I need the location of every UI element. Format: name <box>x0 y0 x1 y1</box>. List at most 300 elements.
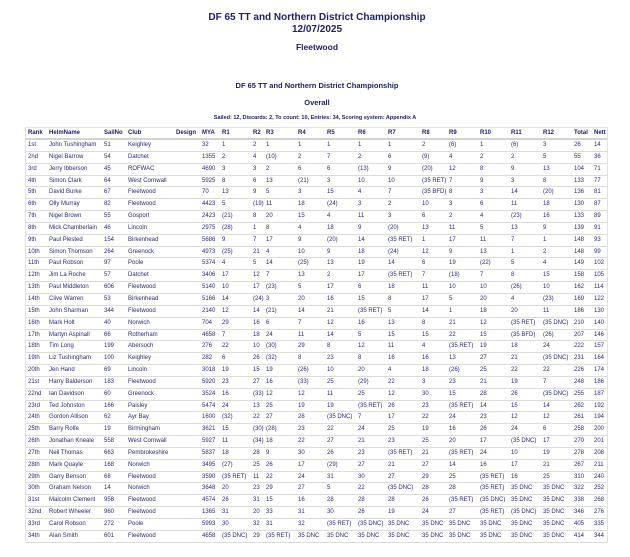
cell-r11: 1 <box>511 248 515 255</box>
cell-r4: 20 <box>298 295 305 302</box>
cell-r10: 10 <box>480 284 487 291</box>
cell-nett: 187 <box>594 390 605 397</box>
cell-sail-no: 272 <box>104 521 115 527</box>
cell-nett: 105 <box>594 272 605 279</box>
cell-mya: 3406 <box>202 272 216 279</box>
cell-r3: 25 <box>266 402 273 409</box>
cell-rank: 18th <box>28 343 40 350</box>
cell-r10: 4 <box>480 213 484 220</box>
cell-club: Pembrokeshire <box>128 449 169 456</box>
cell-design <box>174 353 200 364</box>
cell-r10: 16 <box>480 461 487 468</box>
cell-mya: 5166 <box>202 295 216 302</box>
event-date: 12/07/2025 <box>291 24 343 35</box>
cell-r1: 24 <box>222 402 229 409</box>
cell-r12: 35 DNC <box>543 497 565 504</box>
cell-r4: 22 <box>298 438 305 445</box>
cell-nett: 240 <box>594 473 605 480</box>
cell-r12: (35 DNC) <box>543 319 569 326</box>
cell-sail-no: 100 <box>104 355 115 362</box>
cell-r8: 24 <box>422 509 429 516</box>
cell-r1: 5 <box>222 201 226 208</box>
cell-mya: 5140 <box>202 284 216 291</box>
column-header-r7: R7 <box>388 130 396 136</box>
cell-r10: 26 <box>480 426 487 433</box>
cell-helm-name: Simon Clark <box>49 177 82 184</box>
cell-r12: 16 <box>543 213 550 220</box>
cell-total: 149 <box>574 260 585 267</box>
cell-r10: 27 <box>480 355 487 362</box>
column-header-nett: Nett <box>594 130 606 136</box>
cell-rank: 25th <box>28 426 40 433</box>
table-body <box>26 140 607 543</box>
cell-r12: 21 <box>543 461 550 468</box>
cell-r4: 6 <box>298 165 302 172</box>
cell-club: Birkenhead <box>128 295 159 302</box>
cell-r10: 15 <box>480 331 487 338</box>
cell-r7: 4 <box>388 367 392 374</box>
table-row <box>26 235 607 247</box>
cell-r7: 3 <box>388 213 392 220</box>
cell-r12: 15 <box>543 272 550 279</box>
cell-r7: (35 DNC) <box>388 485 414 492</box>
cell-r10: 2 <box>480 153 484 160</box>
cell-sail-no: 168 <box>104 461 115 468</box>
cell-r2: (33) <box>253 390 264 397</box>
cell-r9: (35 RET) <box>449 497 474 504</box>
cell-r5: 12 <box>327 319 334 326</box>
cell-total: 226 <box>574 367 585 374</box>
cell-r2: 9 <box>253 189 257 196</box>
cell-total: 338 <box>574 497 585 504</box>
cell-mya: 3018 <box>202 367 216 374</box>
cell-r8: 30 <box>422 390 429 397</box>
cell-rank: 32nd <box>28 509 42 516</box>
cell-total: 158 <box>574 272 585 279</box>
cell-r6: 17 <box>358 272 365 279</box>
cell-design <box>174 448 200 459</box>
cell-r9: 20 <box>449 438 456 445</box>
cell-r8: (35 RET) <box>422 177 447 184</box>
cell-helm-name: Ian Davidson <box>49 390 85 397</box>
cell-r5: 11 <box>327 390 334 397</box>
cell-r3: 6 <box>266 319 270 326</box>
cell-r3: 17 <box>266 236 273 243</box>
cell-r10: 24 <box>480 449 487 456</box>
cell-design <box>174 270 200 281</box>
cell-r12: (23) <box>543 295 554 302</box>
cell-r8: 28 <box>422 485 429 492</box>
cell-r12: 35 DNC <box>543 485 565 492</box>
cell-design <box>174 164 200 175</box>
cell-club: Fleetwood <box>128 473 156 480</box>
cell-r2: 8 <box>253 213 257 220</box>
cell-mya: 5993 <box>202 521 216 527</box>
cell-sail-no: 62 <box>104 414 111 421</box>
cell-r11: 4 <box>511 295 515 302</box>
cell-r12: (35 DNC) <box>543 390 569 397</box>
cell-r7: 22 <box>388 378 395 385</box>
cell-r2: 23 <box>253 485 260 492</box>
cell-sail-no: 54 <box>104 153 111 160</box>
column-header-r5: R5 <box>327 130 335 136</box>
cell-r4: 31 <box>298 509 305 516</box>
cell-r11: 12 <box>511 414 518 421</box>
cell-r3: 11 <box>266 201 273 208</box>
cell-rank: 2nd <box>28 153 39 160</box>
cell-mya: 5837 <box>202 449 216 456</box>
cell-r7: 21 <box>388 461 395 468</box>
cell-total: 222 <box>574 343 585 350</box>
cell-r11: 13 <box>511 224 518 231</box>
cell-r5: 26 <box>327 449 334 456</box>
cell-r10: 1 <box>480 142 484 148</box>
cell-total: 262 <box>574 402 585 409</box>
cell-mya: 3590 <box>202 473 216 480</box>
cell-rank: 26th <box>28 438 40 445</box>
cell-mya: 32 <box>202 142 209 148</box>
cell-r5: 9 <box>327 248 331 255</box>
column-header-r8: R8 <box>422 130 430 136</box>
cell-r11: 17 <box>511 461 518 468</box>
cell-rank: 23rd <box>28 402 41 409</box>
cell-r12: 25 <box>543 473 550 480</box>
cell-r6: 19 <box>358 260 365 267</box>
cell-rank: 20th <box>28 367 40 374</box>
cell-r1: 2 <box>222 153 226 160</box>
cell-r10: 5 <box>480 224 484 231</box>
cell-r1: (35 DNC) <box>222 532 248 539</box>
cell-r2: 29 <box>253 532 260 539</box>
cell-rank: 12th <box>28 272 40 279</box>
cell-r1: 19 <box>222 367 229 374</box>
cell-r4: 7 <box>298 319 302 326</box>
cell-r6: 21 <box>358 438 365 445</box>
cell-helm-name: Neil Thomas <box>49 449 83 456</box>
cell-r5: 5 <box>327 485 331 492</box>
cell-r3: 31 <box>266 521 273 527</box>
cell-r8: 23 <box>422 402 429 409</box>
cell-r8: 17 <box>422 295 429 302</box>
cell-nett: 200 <box>594 426 605 433</box>
cell-r7: 8 <box>388 295 392 302</box>
cell-club: Rotherham <box>128 331 158 338</box>
cell-r7: 9 <box>388 165 392 172</box>
cell-rank: 6th <box>28 201 37 208</box>
cell-sail-no: 66 <box>104 331 111 338</box>
cell-design <box>174 176 200 187</box>
cell-r5: 1 <box>327 142 331 148</box>
cell-rank: 24th <box>28 414 40 421</box>
cell-r9: 35 DNC <box>449 532 471 539</box>
table-row <box>26 353 607 365</box>
cell-total: 148 <box>574 248 585 255</box>
cell-r12: 7 <box>543 378 547 385</box>
cell-r8: 6 <box>422 213 426 220</box>
cell-r2: 10 <box>253 343 260 350</box>
cell-design <box>174 424 200 435</box>
cell-r7: 5 <box>388 307 392 314</box>
cell-nett: 99 <box>594 248 601 255</box>
cell-r9: 22 <box>449 331 456 338</box>
cell-r12: 3 <box>543 142 547 148</box>
cell-rank: 22nd <box>28 390 42 397</box>
cell-r9: 24 <box>449 414 456 421</box>
cell-club: Birkenhead <box>128 236 159 243</box>
cell-r9: (35 RET) <box>449 343 474 350</box>
cell-rank: 11th <box>28 260 40 267</box>
cell-r4: 32 <box>298 521 305 527</box>
cell-helm-name: Nigel Barrow <box>49 153 84 160</box>
cell-r8: 15 <box>422 331 429 338</box>
cell-r9: (35 RET) <box>449 402 474 409</box>
cell-design <box>174 519 200 530</box>
cell-r1: (27) <box>222 461 233 468</box>
cell-r3: (10) <box>266 153 277 160</box>
table-row <box>26 223 607 235</box>
cell-total: 414 <box>574 532 585 539</box>
cell-helm-name: Olly Murray <box>49 201 80 208</box>
cell-r3: 8 <box>266 224 270 231</box>
cell-nett: 192 <box>594 402 605 409</box>
table-row <box>26 176 607 188</box>
cell-mya: 704 <box>202 319 213 326</box>
cell-r6: (35 RET) <box>358 307 383 314</box>
cell-r11: 8 <box>511 272 515 279</box>
cell-club: Keighley <box>128 142 152 148</box>
cell-r11: 21 <box>511 355 518 362</box>
cell-r4: 24 <box>298 473 305 480</box>
cell-design <box>174 152 200 163</box>
cell-r6: (29) <box>358 378 369 385</box>
cell-r12: 4 <box>543 260 547 267</box>
cell-r5: 25 <box>327 378 334 385</box>
results-table <box>25 127 608 543</box>
cell-r6: (35 DNC) <box>358 521 384 527</box>
cell-r1: 26 <box>222 497 229 504</box>
cell-mya: 3524 <box>202 390 216 397</box>
cell-r9: 8 <box>449 189 453 196</box>
cell-rank: 33rd <box>28 521 41 527</box>
cell-r6: 35 DNC <box>358 532 380 539</box>
cell-r11: (23) <box>511 213 522 220</box>
cell-sail-no: 67 <box>104 189 111 196</box>
cell-rank: 15th <box>28 307 40 314</box>
cell-r8: 25 <box>422 438 429 445</box>
cell-r5: (29) <box>327 461 338 468</box>
cell-r7: 16 <box>388 355 395 362</box>
cell-club: Norwich <box>128 485 150 492</box>
cell-nett: 186 <box>594 378 605 385</box>
cell-r1: 22 <box>222 343 229 350</box>
cell-r5: 14 <box>327 331 334 338</box>
cell-r6: 30 <box>358 473 365 480</box>
cell-r8: 6 <box>422 260 426 267</box>
event-title: DF 65 TT and Northern District Championship <box>208 12 426 23</box>
cell-r12: 5 <box>543 153 547 160</box>
cell-r4: 28 <box>298 414 305 421</box>
cell-r1: (35 RET) <box>222 473 247 480</box>
table-row <box>26 389 607 401</box>
cell-r10: (35 RET) <box>480 509 505 516</box>
cell-r7: 28 <box>388 497 395 504</box>
cell-helm-name: Jen Hand <box>49 367 75 374</box>
cell-r1: 4 <box>222 260 226 267</box>
cell-r5: 18 <box>327 224 334 231</box>
cell-total: 210 <box>574 319 585 326</box>
cell-r1: 7 <box>222 331 226 338</box>
cell-r5: 15 <box>327 189 334 196</box>
cell-sail-no: 64 <box>104 177 111 184</box>
cell-r12: 19 <box>543 449 550 456</box>
cell-r12: (35 DNC) <box>543 355 569 362</box>
cell-r2: (24) <box>253 295 264 302</box>
cell-r8: 10 <box>422 201 429 208</box>
cell-club: Paisley <box>128 402 148 409</box>
cell-sail-no: 154 <box>104 236 115 243</box>
cell-r6: 9 <box>358 224 362 231</box>
cell-r3: 2 <box>266 165 270 172</box>
cell-design <box>174 330 200 341</box>
cell-total: 169 <box>574 295 585 302</box>
cell-r8: 14 <box>422 307 429 314</box>
cell-r9: 16 <box>449 426 456 433</box>
cell-nett: 71 <box>594 165 601 172</box>
cell-club: Poole <box>128 521 144 527</box>
cell-helm-name: Garry Benson <box>49 473 87 480</box>
cell-total: 346 <box>574 509 585 516</box>
cell-r2: 4 <box>253 153 257 160</box>
cell-r7: 13 <box>388 319 395 326</box>
cell-nett: 344 <box>594 532 605 539</box>
cell-r4: 10 <box>298 248 305 255</box>
cell-r7: 10 <box>388 177 395 184</box>
cell-r8: 3 <box>422 378 426 385</box>
cell-total: 270 <box>574 438 585 445</box>
cell-r2: (34) <box>253 438 264 445</box>
cell-r10: 14 <box>480 402 487 409</box>
cell-helm-name: John Tushingham <box>49 142 97 148</box>
cell-mya: 282 <box>202 355 213 362</box>
cell-rank: 34th <box>28 532 40 539</box>
cell-r2: 25 <box>253 461 260 468</box>
cell-sail-no: 960 <box>104 509 115 516</box>
cell-r1: 1 <box>222 142 226 148</box>
cell-r7: 26 <box>388 402 395 409</box>
cell-total: 267 <box>574 461 585 468</box>
cell-r2: 16 <box>253 319 260 326</box>
cell-r12: 1 <box>543 236 547 243</box>
cell-r7: 6 <box>388 153 392 160</box>
cell-r4: 12 <box>298 390 305 397</box>
cell-r3: 27 <box>266 414 273 421</box>
cell-sail-no: 45 <box>104 165 111 172</box>
cell-r9: 27 <box>449 509 456 516</box>
cell-helm-name: Martyn Aspinall <box>49 331 90 338</box>
cell-r4: 35 DNC <box>298 532 320 539</box>
cell-r8: 21 <box>422 449 429 456</box>
cell-mya: 5686 <box>202 236 216 243</box>
cell-r5: (24) <box>327 201 338 208</box>
cell-sail-no: 57 <box>104 272 111 279</box>
cell-r5: 7 <box>327 153 331 160</box>
cell-sail-no: 958 <box>104 497 115 504</box>
cell-helm-name: Robert Wheeler <box>49 509 92 516</box>
cell-mya: 70 <box>202 189 209 196</box>
cell-r1: 3 <box>222 165 226 172</box>
cell-nett: 211 <box>594 461 604 468</box>
cell-r11: (35 RET) <box>511 319 536 326</box>
cell-club: Fleetwood <box>128 307 156 314</box>
column-header-club: Club <box>128 130 142 136</box>
cell-sail-no: 663 <box>104 449 115 456</box>
cell-r12: 17 <box>543 438 550 445</box>
table-row <box>26 294 607 306</box>
cell-r4: 17 <box>298 461 305 468</box>
cell-r6: 15 <box>358 295 365 302</box>
cell-rank: 16th <box>28 319 40 326</box>
cell-r9: 12 <box>449 165 456 172</box>
cell-r4: 11 <box>298 331 305 338</box>
cell-r7: 12 <box>388 390 395 397</box>
cell-nett: 164 <box>594 355 605 362</box>
cell-total: 322 <box>574 485 585 492</box>
cell-helm-name: Tim Long <box>49 343 74 350</box>
column-header-r2: R2 <box>253 130 261 136</box>
cell-r8: 18 <box>422 367 429 374</box>
cell-r10: (35 RET) <box>480 485 505 492</box>
cell-helm-name: Jim La Roche <box>49 272 86 279</box>
cell-r8: 35 DNC <box>422 521 444 527</box>
cell-r10: 9 <box>480 177 484 184</box>
cell-r6: 23 <box>358 449 365 456</box>
cell-r10: 3 <box>480 189 484 196</box>
cell-rank: 10th <box>28 248 40 255</box>
cell-r2: 6 <box>253 177 257 184</box>
table-row <box>26 460 607 472</box>
cell-r3: (21) <box>266 307 277 314</box>
cell-r7: (20) <box>388 224 399 231</box>
cell-r8: 7 <box>422 272 426 279</box>
cell-helm-name: Malcolm Clement <box>49 497 96 504</box>
cell-r8: 11 <box>422 284 429 291</box>
cell-r2: 26 <box>253 355 260 362</box>
cell-rank: 3rd <box>28 165 37 172</box>
table-row <box>26 531 607 543</box>
cell-r9: 14 <box>449 461 456 468</box>
cell-rank: 13th <box>28 284 40 291</box>
table-row <box>26 211 607 223</box>
cell-r6: 3 <box>358 201 362 208</box>
cell-r3: 16 <box>266 378 273 385</box>
table-row <box>26 401 607 413</box>
cell-helm-name: Jonathan Kneale <box>49 438 95 445</box>
cell-r1: 13 <box>222 189 229 196</box>
cell-r3: 19 <box>266 367 273 374</box>
cell-r8: (35 BFD) <box>422 189 447 196</box>
cell-r4: 16 <box>298 497 305 504</box>
table-row <box>26 519 607 531</box>
table-header-row <box>26 127 607 140</box>
cell-r4: (21) <box>298 177 309 184</box>
cell-nett: 276 <box>594 509 605 516</box>
cell-r8: 8 <box>422 319 426 326</box>
cell-r2: 13 <box>253 402 260 409</box>
cell-r6: 27 <box>358 461 365 468</box>
table-row <box>26 318 607 330</box>
cell-r7: 1 <box>388 142 392 148</box>
cell-r6: (35 RET) <box>358 402 383 409</box>
